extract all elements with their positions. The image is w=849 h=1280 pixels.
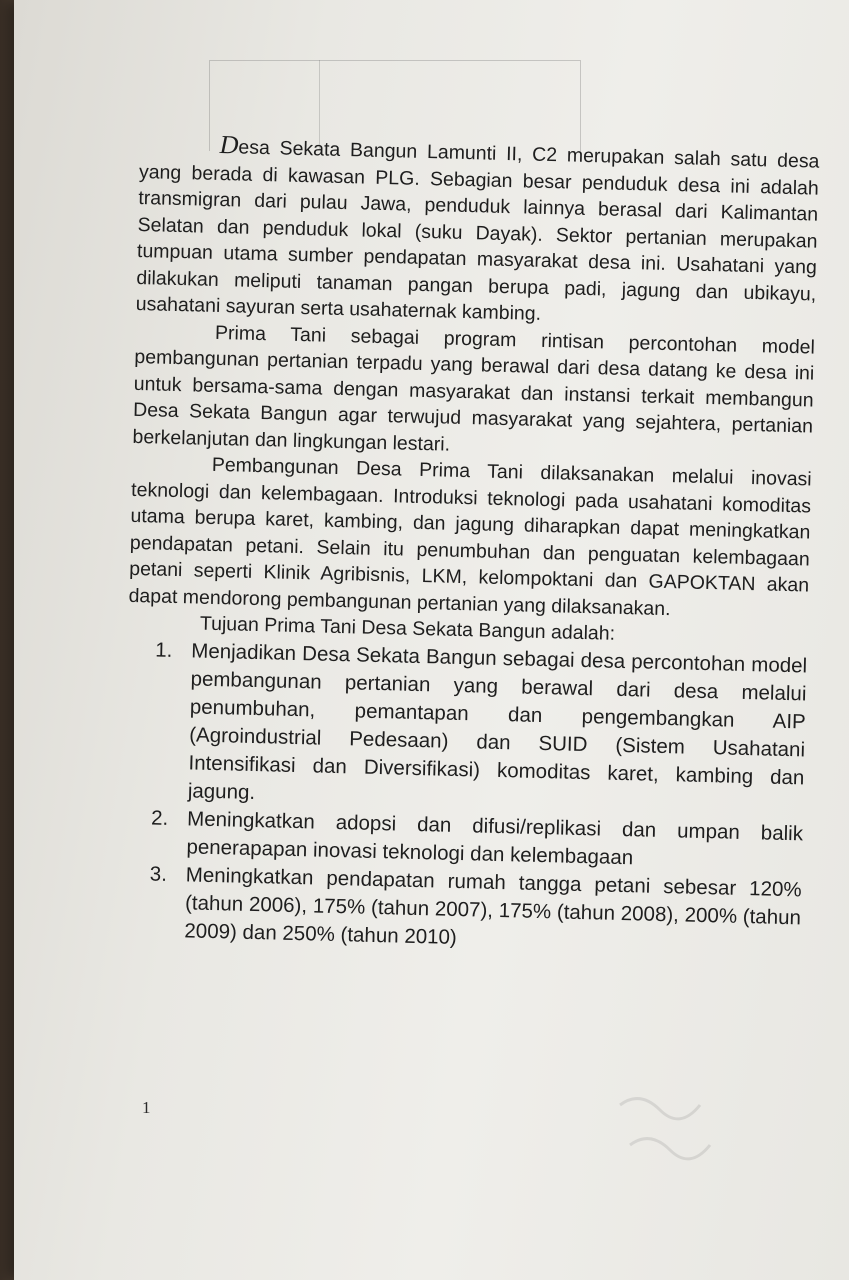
list-item [120,859,802,960]
document-body [120,130,820,960]
paragraph-3: Pembangunan Desa Prima Tani dilaksanakan melalui inovasi teknologi dan kelembagaan. Introduksi teknologi pada usahatani komoditas utama berupa karet, kambing, dan jagung diharapkan dapat meningkatkan pendapatan petani. Selain itu penumbuhan dan penguatan kelembagaan petani seperti Klinik Agribisnis, LKM, kelompoktani dan GAPOKTAN akan dapat mendorong pembangunan pertanian yang dilaksanakan. [128,453,812,620]
paragraph-1-text: esa Sekata Bangun Lamunti II, C2 merupakan salah satu desa yang berada di kawasan PLG. Sebagian besar penduduk desa ini adalah transmigran dari pulau Jawa, penduduk lainnya berasal dari Kalimantan Selatan dan penduduk lokal (suku Dayak). Sektor pertanian merupakan tumpuan utama sumber pendapatan masyarakat desa ini. Usahatani yang dilakukan meliputi tanaman pangan berupa padi, jagung dan ubikayu, usahatani sayuran serta usahaternak kambing. [135,136,820,325]
paragraph-1 [135,130,819,334]
list-item-number: 3. [149,861,168,886]
list-item-text: Meningkatkan adopsi dan difusi/replikasi dan umpan balik penerapapan inovasi teknologi dan kelembagaan [186,806,804,869]
list-item [124,635,808,820]
list-item-text: Menjadikan Desa Sekata Bangun sebagai desa percontohan model pembangunan pertanian yang berawal dari desa melalui penumbuhan, pemantapan dan pengembangkan AIP (Agroindustrial Pedesaan) dan SUID (Sistem Usahatani Intensifikasi dan Diversifikasi) komoditas karet, kambing dan jagung. [187,638,808,804]
objectives-heading: Tujuan Prima Tani Desa Sekata Bangun adalah: [199,612,616,645]
list-item-text: Meningkatkan pendapatan rumah tangga petani sebesar 120% (tahun 2006), 175% (tahun 2007), 175% (tahun 2008), 200% (tahun 2009) dan 250% (tahun 2010) [184,862,802,949]
dropcap-letter: D [219,129,239,160]
bleed-through-marks [610,1085,720,1185]
page-number: 1 [142,1098,151,1117]
objectives-list [120,635,807,960]
list-item-number: 1. [155,638,173,662]
list-item-number: 2. [150,805,169,830]
paragraph-2: Prima Tani sebagai program rintisan percontohan model pembangunan pertanian terpadu yang berawal dari desa datang ke desa ini untuk bersama-sama dengan masyarakat dan instansi terkait membangun Desa Sekata Bangun agar terwujud masyarakat yang sejahtera, pertanian berkelanjutan dan lingkungan lestari. [132,321,816,456]
